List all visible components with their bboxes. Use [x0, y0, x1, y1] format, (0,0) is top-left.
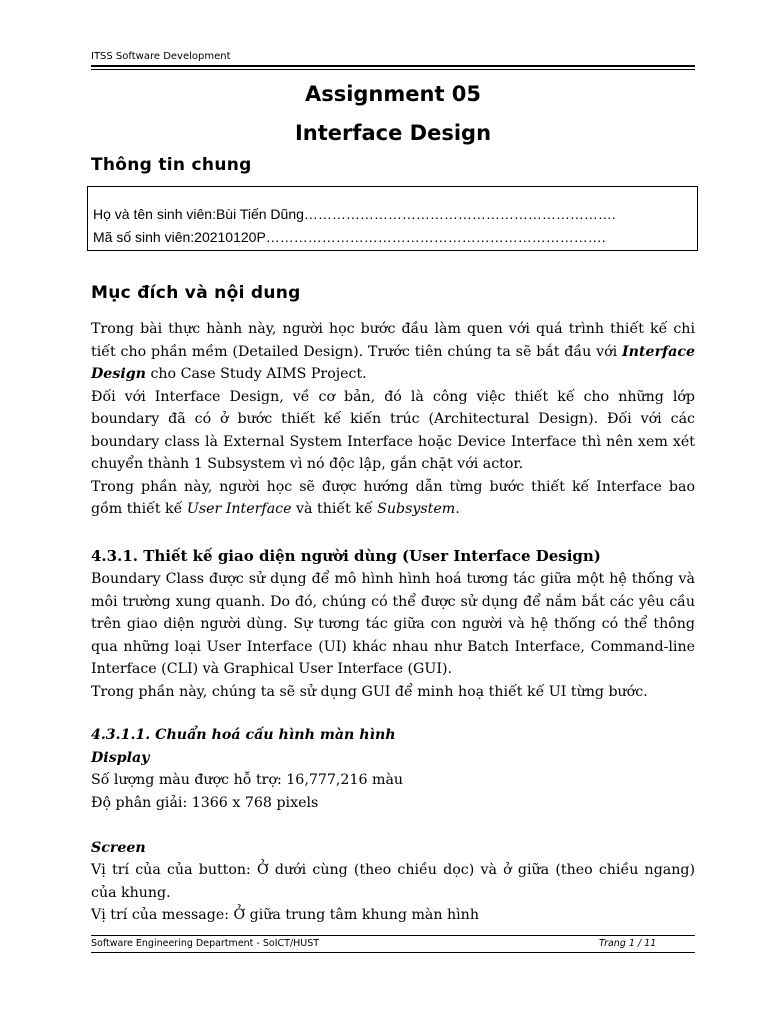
header-rule-thick [91, 65, 695, 67]
student-name-line: Họ và tên sinh viên:Bùi Tiến Dũng…………………………………………………………. [93, 206, 616, 222]
display-label: Display [91, 749, 150, 766]
student-info-box [87, 186, 698, 251]
colors-line: Số lượng màu được hỗ trợ: 16,777,216 màu [91, 772, 404, 788]
button-position-line: Vị trí của của button: Ở dưới cùng (theo chiều dọc) và ở giữa (theo chiều ngang) [91, 862, 695, 878]
purpose-paragraph-1: Trong bài thực hành này, người học bước đầu làm quen với quá trình thiết kế chi tiết cho phần mềm (Detailed Design). Trước tiên chúng ta sẽ bắt đầu với Interface Design cho Case Study AIMS Project. [91, 321, 695, 382]
footer-rule [91, 935, 695, 936]
purpose-content [91, 318, 695, 521]
section-431-content [91, 568, 695, 703]
button-position-line-cont: của khung. [91, 884, 171, 901]
title-assignment: Assignment 05 [304, 82, 482, 106]
footer-department: Software Engineering Department - SoICT/HUST [91, 938, 320, 949]
student-id-line: Mã số sinh viên:20210120P………………………………………………………………. [93, 229, 606, 245]
header-rule-thin [91, 69, 695, 70]
document-title [91, 78, 695, 156]
page-header: ITSS Software Development [91, 51, 231, 62]
footer-page-number: Trang 1 / 11 [599, 938, 657, 949]
message-position-line: Vị trí của message: Ở giữa trung tâm khung màn hình [91, 907, 479, 923]
section-431-paragraph-1: Boundary Class được sử dụng để mô hình hình hoá tương tác giữa một hệ thống và môi trường xung quanh. Do đó, chúng có thể được sử dụng để nắm bắt các yêu cầu trên giao diện người dùng. Sự tương tác giữa con người và hệ thống có thể thông qua những loại User Interface (UI) khác nhau như Batch Interface, Command-line Interface (CLI) và Graphical User Interface (GUI). [91, 571, 695, 677]
resolution-line: Độ phân giải: 1366 x 768 pixels [91, 794, 319, 811]
purpose-heading: Mục đích và nội dung [91, 283, 301, 303]
title-subject: Interface Design [294, 121, 492, 145]
screen-label: Screen [91, 839, 146, 856]
section-431-heading: 4.3.1. Thiết kế giao diện người dùng (User Interface Design) [91, 547, 601, 565]
footer-rule-bottom [91, 952, 695, 953]
purpose-paragraph-2: Đối với Interface Design, về cơ bản, đó là công việc thiết kế cho những lớp boundary đã có ở bước thiết kế kiến trúc (Architectural Design). Đối với các boundary class là External System Interface hoặc Device Interface thì nên xem xét chuyển thành 1 Subsystem vì nó độc lập, gắn chặt với actor. [91, 388, 695, 472]
general-info-heading: Thông tin chung [91, 155, 252, 175]
purpose-paragraph-3: Trong phần này, người học sẽ được hướng dẫn từng bước thiết kế Interface bao gồm thiết kế User Interface và thiết kế Subsystem. [91, 478, 695, 517]
section-431-paragraph-2: Trong phần này, chúng ta sẽ sử dụng GUI để minh hoạ thiết kế UI từng bước. [91, 683, 648, 700]
section-4311-heading: 4.3.1.1. Chuẩn hoá cấu hình màn hình [91, 727, 396, 743]
section-4311-content [91, 724, 695, 927]
